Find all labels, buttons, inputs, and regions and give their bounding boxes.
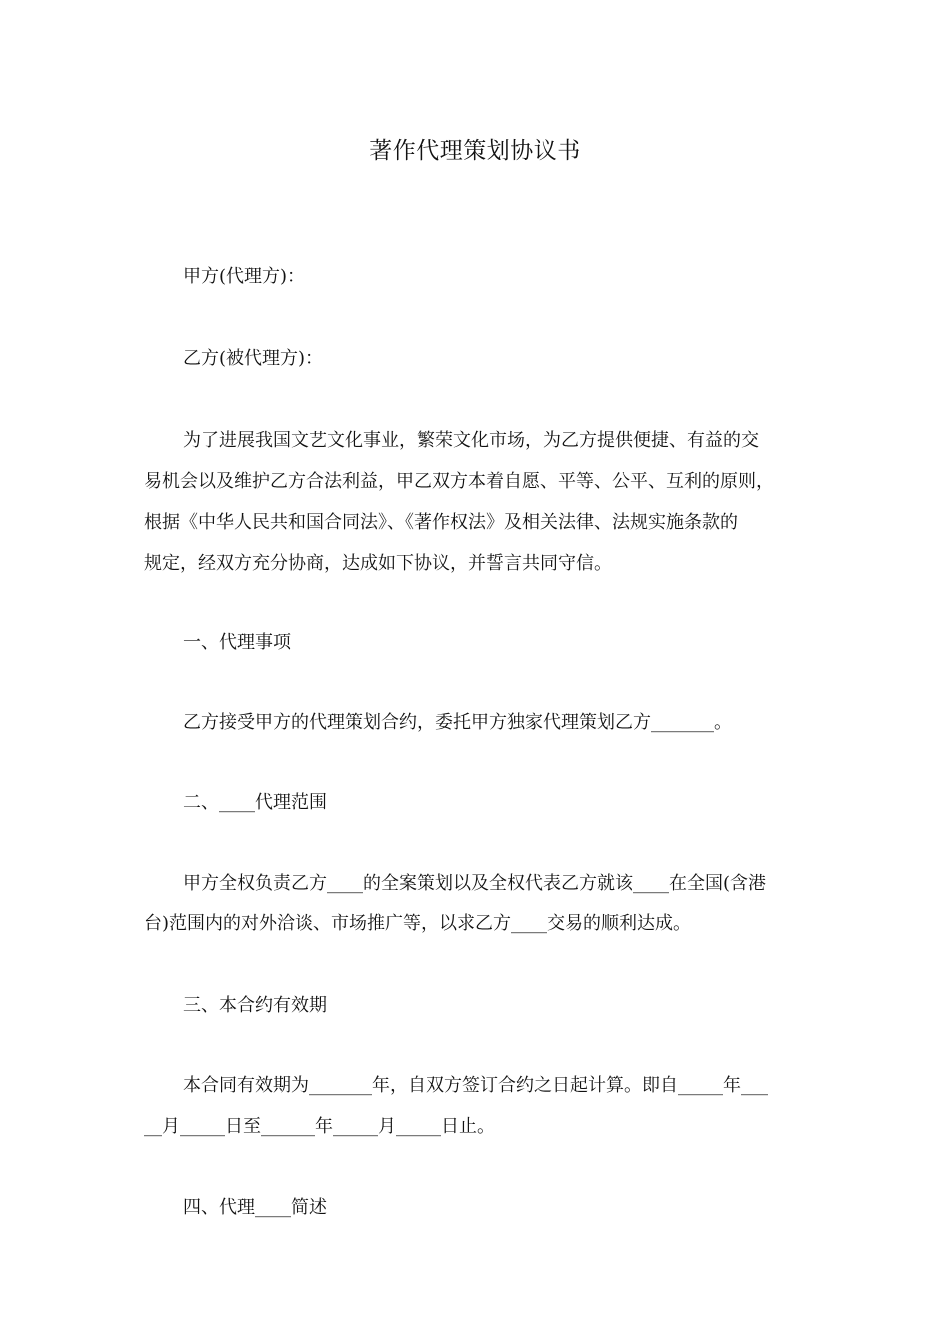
section-2-heading: 二、____代理范围 (183, 792, 327, 813)
section-2-line-2: 台)范围内的对外洽谈、市场推广等，以求乙方____交易的顺利达成。 (144, 913, 692, 934)
party-b-label: 乙方(被代理方)： (183, 348, 324, 369)
document-title: 著作代理策划协议书 (369, 138, 581, 164)
preamble-line-4: 规定，经双方充分协商，达成如下协议，并誓言共同守信。 (144, 553, 612, 574)
section-1-text: 乙方接受甲方的代理策划合约，委托甲方独家代理策划乙方_______。 (183, 712, 732, 733)
preamble-line-2: 易机会以及维护乙方合法利益，甲乙双方本着自愿、平等、公平、互利的原则， (144, 471, 774, 492)
preamble-line-3: 根据《中华人民共和国合同法》、《著作权法》及相关法律、法规实施条款的 (144, 512, 738, 533)
section-3-line-1: 本合同有效期为_______年，自双方签订合约之日起计算。即自_____年___ (183, 1075, 768, 1096)
section-3-line-2: __月_____日至______年_____月_____日止。 (144, 1116, 495, 1137)
section-3-heading: 三、本合约有效期 (183, 995, 327, 1016)
section-4-heading: 四、代理____简述 (183, 1197, 327, 1218)
preamble-line-1: 为了进展我国文艺文化事业，繁荣文化市场，为乙方提供便捷、有益的交 (183, 430, 759, 451)
section-2-line-1: 甲方全权负责乙方____的全案策划以及全权代表乙方就该____在全国(含港 (183, 873, 767, 894)
party-a-label: 甲方(代理方)： (183, 266, 306, 287)
section-1-heading: 一、代理事项 (183, 632, 291, 653)
